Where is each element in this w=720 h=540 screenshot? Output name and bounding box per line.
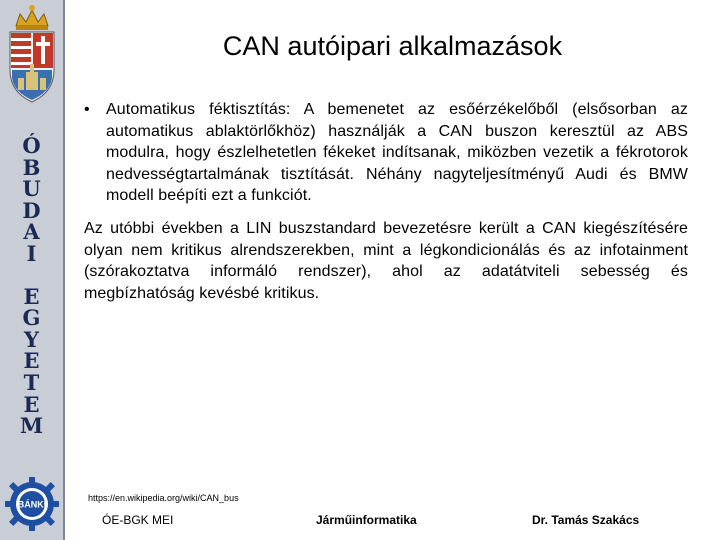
vertical-letter: Ó	[22, 133, 41, 158]
source-link[interactable]: https://en.wikipedia.org/wiki/CAN_bus	[88, 493, 239, 503]
bullet-item	[84, 99, 688, 207]
vertical-letter: I	[26, 240, 37, 266]
vertical-letter: T	[23, 369, 40, 395]
vertical-letter: A	[23, 219, 40, 245]
vertical-letter: M	[19, 413, 44, 439]
sidebar	[0, 0, 65, 540]
banki-logo-label: BÁNKI	[17, 499, 47, 510]
vertical-letter: Y	[24, 326, 39, 352]
footer-author: Dr. Tamás Szakács	[532, 513, 640, 527]
university-vertical-name	[0, 135, 63, 437]
body-paragraph: Az utóbbi években a LIN buszstandard bevezetésre került a CAN kiegészítésére olyan nem kritikus alrendszerekben, mint a légkondicionálás és az infotainment (szórakoztatva informáló rendszer), ahol az adatátviteli sebesség és megbízhatóság kevésbé kritikus.	[84, 220, 688, 302]
vertical-letter: G	[22, 305, 41, 331]
vertical-letter: B	[22, 154, 41, 180]
banki-logo-icon	[4, 476, 60, 532]
bullet-marker: •	[84, 101, 90, 118]
slide-title: CAN autóipari alkalmazások	[222, 31, 563, 61]
footer-institution: ÓE-BGK MEI	[102, 513, 174, 527]
footer-course: Járműinformatika	[316, 513, 417, 527]
vertical-letter: E	[23, 283, 40, 309]
vertical-letter: D	[22, 197, 41, 223]
bullet-text: Automatikus féktisztítás: A bemenetet az esőérzékelőből (elsősorban az automatikus ablaktörlőkhöz) használják a CAN buszon keresztül az ABS modulra, hogy észlelhetetlen fékeket indítsanak, miközben vezetik a fékrotorok nedvességtartalmának tisztítását. Néhány nagyteljesítményű Audi és BMW modell beépíti ezt a funkciót.	[106, 101, 688, 204]
university-crest-icon	[2, 2, 62, 108]
vertical-letter: E	[23, 391, 40, 417]
vertical-letter: U	[22, 176, 41, 202]
vertical-letter: E	[23, 348, 40, 374]
